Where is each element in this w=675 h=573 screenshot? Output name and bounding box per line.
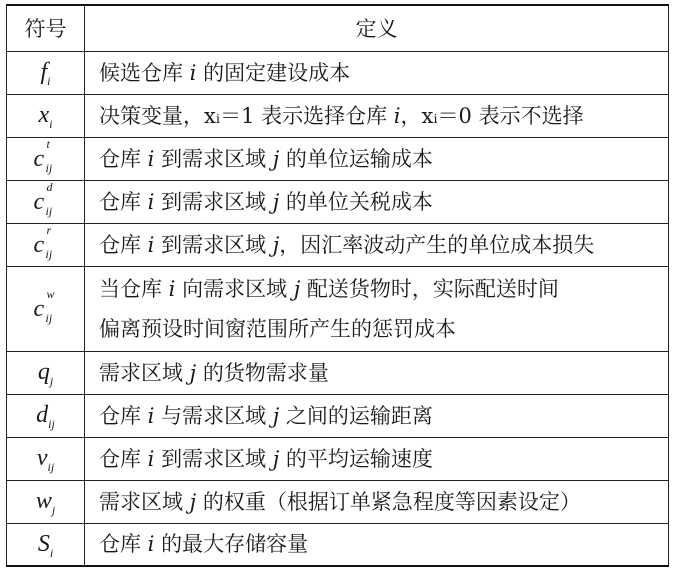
definition-cell: 仓库 𝑖 到需求区域 𝑗 的单位运输成本 (85, 137, 669, 180)
symbol-cell (7, 94, 85, 137)
symbol-cell (7, 51, 85, 94)
table-row (7, 394, 669, 437)
table-row (7, 94, 669, 137)
table-row (7, 51, 669, 94)
table-row (7, 437, 669, 480)
symbol-sub: i (49, 116, 53, 131)
symbol-cell (7, 351, 85, 394)
symbol-sub: ij (47, 459, 55, 474)
symbol-base: q (37, 359, 50, 385)
definition-cell: 仓库 𝑖 到需求区域 𝑗 的平均运输速度 (85, 437, 669, 480)
symbol-base: v (36, 445, 48, 471)
symbol-sub: ij (45, 160, 53, 175)
symbol-cell (7, 523, 85, 566)
table-header-row (7, 5, 669, 51)
symbol-base: c (33, 295, 45, 322)
symbol-base: c (33, 188, 45, 215)
table-row (7, 137, 669, 180)
definition-cell: 候选仓库 𝑖 的固定建设成本 (85, 51, 669, 94)
symbol-sub: j (49, 373, 54, 388)
symbol-sub: j (51, 502, 56, 517)
symbol-cell (7, 137, 85, 180)
symbol-sub: i (49, 545, 54, 560)
symbol-base: S (37, 530, 50, 557)
symbol-sub: ij (45, 246, 53, 261)
symbol-sup: r (46, 222, 52, 237)
definition-cell: 仓库 𝑖 到需求区域 𝑗 的单位关税成本 (85, 180, 669, 223)
definition-cell: 需求区域 𝑗 的货物需求量 (85, 351, 669, 394)
symbol-sup: w (46, 286, 55, 301)
symbol-definition-table (6, 4, 669, 567)
symbol-cell (7, 223, 85, 266)
table-row (7, 266, 669, 351)
symbol-base: d (36, 402, 49, 428)
definition-cell: 仓库 𝑖 与需求区域 𝑗 之间的运输距离 (85, 394, 669, 437)
definition-cell: 决策变量，xᵢ＝1 表示选择仓库 𝑖，xᵢ＝0 表示不选择 (85, 94, 669, 137)
header-definition: 定义 (85, 5, 669, 51)
definition-cell: 需求区域 𝑗 的权重（根据订单紧急程度等因素设定） (85, 480, 669, 523)
definition-cell: 仓库 𝑖 的最大存储容量 (85, 523, 669, 566)
symbol-cell (7, 394, 85, 437)
symbol-base: x (38, 102, 50, 128)
table-row (7, 351, 669, 394)
symbol-cell (7, 180, 85, 223)
table-row (7, 223, 669, 266)
symbol-base: w (35, 488, 52, 514)
table-row (7, 523, 669, 566)
symbol-sup: d (46, 179, 53, 194)
symbol-cell (7, 480, 85, 523)
symbol-base: f (40, 59, 48, 85)
symbol-sub: ij (45, 203, 53, 218)
header-symbol: 符号 (7, 5, 85, 51)
symbol-sub: ij (48, 416, 55, 431)
definition-cell (85, 266, 669, 351)
symbol-base: c (33, 231, 45, 258)
definition-cell: 仓库 𝑖 到需求区域 𝑗，因汇率波动产生的单位成本损失 (85, 223, 669, 266)
symbol-sub: ij (45, 310, 53, 325)
symbol-cell (7, 266, 85, 351)
symbol-sub: i (47, 73, 51, 88)
symbol-cell (7, 437, 85, 480)
symbol-base: c (33, 145, 45, 172)
definition-line-1: 当仓库 𝑖 向需求区域 𝑗 配送货物时，实际配送时间 (99, 276, 559, 301)
table-row (7, 180, 669, 223)
symbol-sup: t (46, 136, 50, 151)
table-row (7, 480, 669, 523)
definition-line-2: 偏离预设时间窗范围所产生的惩罚成本 (99, 316, 456, 341)
